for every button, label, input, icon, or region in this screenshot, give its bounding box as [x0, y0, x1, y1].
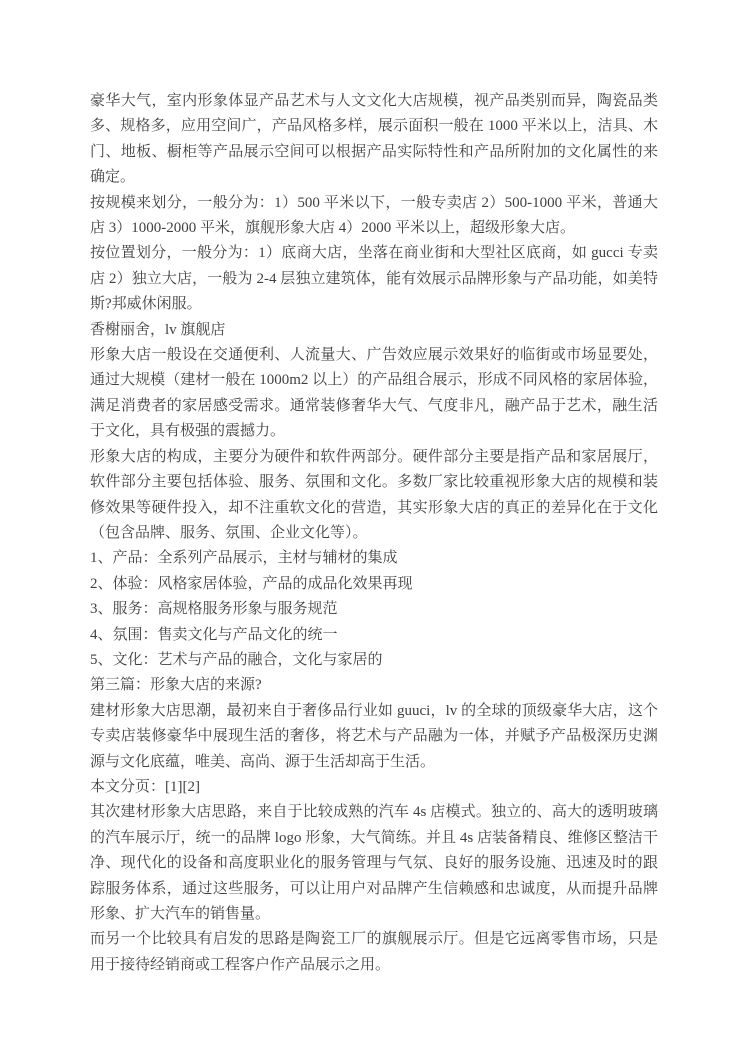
list-item-culture: 5、文化：艺术与产品的融合，文化与家居的	[90, 651, 383, 668]
paragraph-lv-flagship: 香榭丽舍，lv 旗舰店	[90, 321, 226, 338]
paragraph-store-siting: 形象大店一般设在交通便利、人流量大、广告效应展示效果好的临街或市场显要处，通过大规模（建材一般在 1000m2 以上）的产品组合展示，形成不同风格的家居体验，满足消费者的家居感受需求。通常装修奢华大气、气度非凡，融产品于艺术，融生活于文化，具有极强的震撼力。	[90, 347, 658, 440]
paragraph-ceramic-showroom: 而另一个比较具有启发的思路是陶瓷工厂的旗舰展示厅。但是它远离零售市场，只是用于接待经销商或工程客户作产品展示之用。	[90, 931, 658, 973]
paragraph-location-division: 按位置划分，一般分为：1）底商大店，坐落在商业街和大型社区底商，如 gucci 专卖店 2）独立大店，一般为 2-4 层独立建筑体，能有效展示品牌形象与产品功能，如美特斯?邦威休闲服。	[90, 245, 658, 313]
pagination-text: 本文分页：[1][2]	[90, 778, 200, 795]
document-body	[90, 89, 658, 978]
list-item-experience: 2、体验：风格家居体验，产品的成品化效果再现	[90, 575, 413, 592]
paragraph-4s-store-model: 其次建材形象大店思路，来自于比较成熟的汽车 4s 店模式。独立的、高大的透明玻璃的汽车展示厅，统一的品牌 logo 形象，大气简练。并且 4s 店装备精良、维修区整洁干净、现代化的设备和高度职业化的服务管理与气氛、良好的服务设施、迅速及时的跟踪服务体系，通过这些服务，可以让用户对品牌产生信赖感和忠诚度，从而提升品牌形象、扩大汽车的销售量。	[90, 804, 658, 922]
paragraph-scale-division: 按规模来划分，一般分为：1）500 平米以下，一般专卖店 2）500-1000 平米，普通大店 3）1000-2000 平米，旗舰形象大店 4）2000 平米以上，超级形象大店。	[90, 194, 658, 237]
list-item-product: 1、产品：全系列产品展示，主材与辅材的集成	[90, 550, 398, 567]
list-item-atmosphere: 4、氛围：售卖文化与产品文化的统一	[90, 626, 338, 643]
paragraph-luxury-style: 豪华大气，室内形象体显产品艺术与人文文化大店规模，视产品类别而异，陶瓷品类多、规格多，应用空间广，产品风格多样，展示面积一般在 1000 平米以上，洁具、木门、地板、橱柜等产品展示空间可以根据产品实际特性和产品所附加的文化属性的来确定。	[90, 93, 658, 186]
paragraph-luxury-origin: 建材形象大店思潮，最初来自于奢侈品行业如 guuci，lv 的全球的顶级豪华大店，这个专卖店装修豪华中展现生活的奢侈，将艺术与产品融为一体，并赋予产品极深历史渊源与文化底蕴，唯美、高尚、源于生活却高于生活。	[90, 702, 658, 770]
section-title-part-three: 第三篇：形象大店的来源?	[90, 677, 262, 694]
paragraph-store-composition: 形象大店的构成，主要分为硬件和软件两部分。硬件部分主要是指产品和家居展厅，软件部分主要包括体验、服务、氛围和文化。多数厂家比较重视形象大店的规模和装修效果等硬件投入，却不注重软文化的营造，其实形象大店的真正的差异化在于文化（包含品牌、服务、氛围、企业文化等）。	[90, 448, 658, 541]
list-item-service: 3、服务：高规格服务形象与服务规范	[90, 601, 338, 618]
